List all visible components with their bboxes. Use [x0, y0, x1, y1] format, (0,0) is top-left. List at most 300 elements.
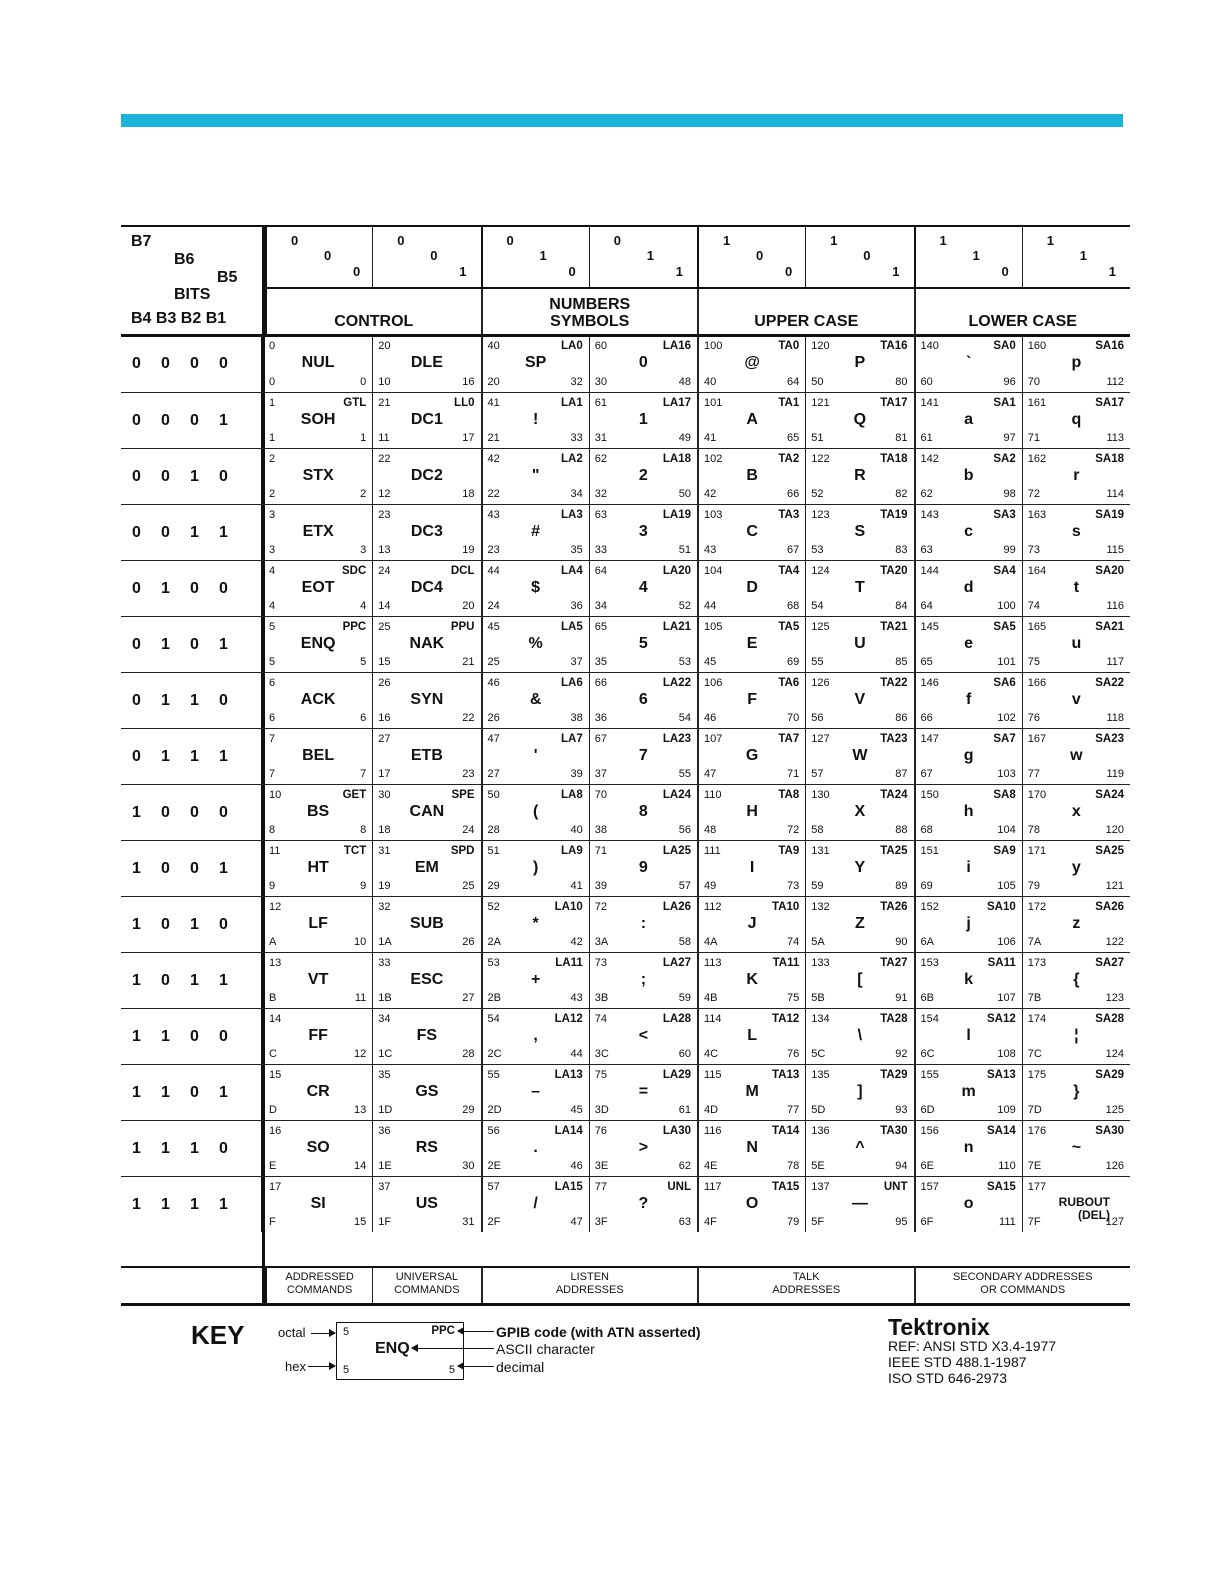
decimal-value: 116: [1106, 600, 1124, 612]
decimal-value: 126: [1105, 1160, 1124, 1172]
octal-value: 147: [920, 733, 939, 745]
decimal-value: 9: [360, 880, 367, 892]
octal-value: 2: [269, 453, 276, 465]
bit-value: 0: [1001, 264, 1009, 279]
hex-value: A: [269, 936, 277, 948]
decimal-value: 34: [570, 488, 583, 500]
octal-value: 74: [594, 1013, 607, 1025]
code-cell: [805, 953, 913, 1008]
hex-value: 4B: [704, 992, 718, 1004]
code-cell: [264, 561, 372, 616]
octal-value: 66: [594, 677, 607, 689]
gpib-code: TA3: [778, 509, 800, 521]
octal-value: 173: [1027, 957, 1047, 969]
hex-value: 69: [920, 880, 933, 892]
ascii-char: HT: [307, 859, 329, 876]
code-cell: [805, 561, 913, 616]
ascii-char: [: [857, 971, 863, 988]
gpib-code: TA7: [778, 733, 800, 745]
code-cell: [264, 897, 372, 952]
hex-value: 42: [704, 488, 717, 500]
code-cell: [589, 841, 697, 896]
hex-value: 32: [594, 488, 607, 500]
ascii-char: f: [965, 691, 972, 708]
hex-value: 13: [378, 544, 391, 556]
decimal-value: 110: [998, 1160, 1016, 1172]
code-cell: [914, 561, 1022, 616]
gpib-code: SA7: [993, 733, 1016, 745]
gpib-code: LA8: [561, 789, 583, 801]
code-cell: [372, 449, 480, 504]
key-hex-label: hex: [285, 1359, 306, 1374]
gpib-code: TA26: [880, 901, 908, 913]
gpib-code: SPD: [450, 845, 475, 857]
hex-value: 39: [594, 880, 607, 892]
decimal-value: 98: [1003, 488, 1016, 500]
code-cell: [914, 841, 1022, 896]
gpib-code: LA18: [662, 453, 691, 465]
row-bit: 1: [190, 691, 199, 709]
code-cell: [589, 1121, 697, 1176]
decimal-value: 45: [570, 1104, 583, 1116]
row-bit: 0: [132, 579, 141, 597]
ascii-char: SYN: [410, 691, 444, 708]
code-cell: [589, 953, 697, 1008]
gpib-code: LA28: [662, 1013, 691, 1025]
gpib-code: UNL: [667, 1181, 691, 1193]
decimal-value: 13: [354, 1104, 367, 1116]
hex-value: 29: [487, 880, 500, 892]
octal-value: 13: [269, 957, 282, 969]
ascii-char: a: [964, 411, 974, 428]
code-cell: [481, 336, 589, 392]
octal-value: 101: [704, 397, 723, 409]
code-cell: [264, 1177, 372, 1232]
decimal-value: 82: [895, 488, 908, 500]
octal-value: 107: [704, 733, 723, 745]
hex-value: 31: [594, 432, 607, 444]
ascii-char: c: [964, 523, 974, 540]
code-cell: [805, 1177, 913, 1232]
gpib-code: SA2: [993, 453, 1016, 465]
code-cell: [264, 505, 372, 560]
gpib-code: LA20: [662, 565, 691, 577]
column-bits: [264, 226, 372, 288]
code-cell: [805, 841, 913, 896]
b6-label: B6: [174, 251, 195, 268]
code-cell: [481, 617, 589, 672]
gpib-code: LA30: [662, 1125, 691, 1137]
table-row: [121, 616, 1130, 672]
code-cell: [1022, 336, 1130, 392]
gpib-code: SA18: [1095, 453, 1124, 465]
hex-value: 28: [487, 824, 500, 836]
hex-value: 9: [269, 880, 276, 892]
code-cell: [697, 505, 805, 560]
decimal-value: 105: [997, 880, 1016, 892]
bit-value: 1: [646, 248, 654, 263]
ascii-char: ~: [1071, 1139, 1082, 1156]
octal-value: 37: [378, 1181, 391, 1193]
ascii-char: <: [638, 1027, 649, 1044]
ascii-char: ESC: [410, 971, 444, 988]
hex-value: 11: [378, 432, 390, 444]
legend-gpib: GPIB code (with ATN asserted): [496, 1324, 701, 1340]
row-bit: 1: [161, 1027, 170, 1045]
gpib-code: TA14: [771, 1125, 800, 1137]
row-bit: 1: [161, 747, 170, 765]
ascii-char: V: [854, 691, 866, 708]
ascii-char: S: [854, 523, 866, 540]
decimal-value: 21: [462, 656, 475, 668]
code-cell: [697, 1065, 805, 1120]
code-cell: [372, 673, 480, 728]
ascii-char: x: [1071, 803, 1081, 820]
column-bits: [589, 226, 697, 288]
hex-value: 75: [1027, 656, 1040, 668]
gpib-code: SA14: [986, 1125, 1016, 1137]
gpib-code: SA29: [1095, 1069, 1124, 1081]
code-cell: [481, 1121, 589, 1176]
hex-value: 1D: [378, 1104, 393, 1116]
ascii-char: —: [851, 1195, 868, 1212]
decimal-value: 92: [895, 1048, 908, 1060]
footer-label: UNIVERSAL COMMANDS: [372, 1267, 480, 1303]
hex-value: 7E: [1027, 1160, 1042, 1172]
code-cell: [805, 1121, 913, 1176]
gpib-code: SA19: [1095, 509, 1124, 521]
table-row: [121, 1176, 1130, 1232]
bit-value: 1: [539, 248, 547, 263]
code-cell: [372, 1177, 480, 1232]
row-bits: [121, 449, 264, 504]
ascii-char: ": [531, 467, 540, 484]
octal-value: 152: [920, 901, 939, 913]
hex-value: 2A: [487, 936, 501, 948]
ascii-char: SO: [306, 1139, 330, 1156]
octal-value: 10: [269, 789, 282, 801]
gpib-code: LA27: [662, 957, 691, 969]
ascii-char: 9: [638, 859, 648, 876]
decimal-value: 54: [678, 712, 691, 724]
gpib-code: LA19: [662, 509, 691, 521]
code-cell: [372, 1121, 480, 1176]
ref-line: REF: ANSI STD X3.4-1977: [888, 1338, 1057, 1354]
code-cell: [372, 897, 480, 952]
code-cell: [914, 785, 1022, 840]
octal-value: 103: [704, 509, 723, 521]
hex-value: 53: [811, 544, 824, 556]
hex-value: 73: [1027, 544, 1040, 556]
gpib-code: SA24: [1095, 789, 1124, 801]
octal-value: 35: [378, 1069, 391, 1081]
hex-value: 4D: [704, 1104, 719, 1116]
row-bit: 1: [190, 1139, 199, 1157]
decimal-value: 16: [462, 376, 475, 388]
bit-value: 1: [939, 233, 947, 248]
code-cell: [589, 897, 697, 952]
ascii-char: 2: [638, 467, 648, 484]
row-bit: 1: [219, 411, 228, 429]
row-bit: 1: [161, 1139, 170, 1157]
gpib-code: TA13: [771, 1069, 800, 1081]
hex-value: 3F: [594, 1216, 608, 1228]
octal-value: 54: [487, 1013, 500, 1025]
row-bit: 0: [219, 1139, 228, 1157]
gpib-code: TA28: [880, 1013, 908, 1025]
gpib-code: SA27: [1095, 957, 1124, 969]
hex-value: 78: [1027, 824, 1040, 836]
octal-value: 55: [487, 1069, 500, 1081]
row-bit: 0: [219, 467, 228, 485]
hex-value: 4E: [704, 1160, 718, 1172]
decimal-value: 86: [895, 712, 908, 724]
decimal-value: 122: [1105, 936, 1124, 948]
code-cell: [589, 561, 697, 616]
row-bit: 1: [132, 803, 141, 821]
hex-value: 7B: [1027, 992, 1042, 1004]
row-bits: [121, 1009, 264, 1064]
octal-value: 157: [920, 1181, 939, 1193]
octal-value: 41: [487, 397, 500, 409]
hex-value: 5F: [811, 1216, 825, 1228]
ascii-char: `: [965, 354, 972, 371]
gpib-code: SA21: [1095, 621, 1124, 633]
decimal-value: 23: [462, 768, 475, 780]
code-cell: [372, 841, 480, 896]
row-bit: 0: [132, 467, 141, 485]
code-cell: [1022, 1065, 1130, 1120]
gpib-code: SA16: [1095, 340, 1124, 352]
octal-value: 155: [920, 1069, 939, 1081]
ascii-char: ?: [638, 1195, 649, 1212]
bit-value: 0: [863, 248, 871, 263]
row-bit: 0: [161, 971, 170, 989]
ascii-table: [121, 336, 1130, 1232]
code-cell: [372, 561, 480, 616]
bit-value: 0: [353, 264, 361, 279]
code-cell: [264, 1009, 372, 1064]
decimal-value: 120: [1105, 824, 1124, 836]
key-box-octal: 5: [343, 1326, 350, 1338]
gpib-code: TCT: [343, 845, 367, 857]
row-bits: [121, 505, 264, 560]
table-row: [121, 728, 1130, 784]
row-bit: 1: [190, 1195, 199, 1213]
dec-arrow: [458, 1366, 494, 1367]
decimal-value: 118: [1106, 712, 1124, 724]
decimal-value: 12: [354, 1048, 367, 1060]
gpib-code: TA1: [778, 397, 800, 409]
ascii-char: CAN: [409, 803, 445, 820]
gpib-code: SA1: [993, 397, 1016, 409]
octal-value: 53: [487, 957, 500, 969]
decimal-value: 109: [997, 1104, 1016, 1116]
ascii-char: t: [1073, 579, 1080, 596]
hex-value: 15: [378, 656, 391, 668]
gpib-code: SA11: [987, 957, 1016, 969]
footer-label: SECONDARY ADDRESSES OR COMMANDS: [914, 1267, 1131, 1303]
decimal-value: 88: [895, 824, 908, 836]
row-bit: 0: [132, 355, 141, 372]
octal-value: 164: [1027, 565, 1047, 577]
bit-value: 1: [723, 233, 731, 248]
decimal-value: 115: [1106, 544, 1124, 556]
row-bits: [121, 673, 264, 728]
hex-value: 74: [1027, 600, 1040, 612]
decimal-value: 19: [462, 544, 475, 556]
hex-value: 5C: [811, 1048, 826, 1060]
ascii-char: :: [640, 915, 647, 932]
hex-value: 10: [378, 376, 391, 388]
code-cell: [1022, 1009, 1130, 1064]
octal-value: 60: [594, 340, 607, 352]
gpib-code: LA22: [662, 677, 691, 689]
octal-value: 113: [704, 957, 722, 969]
octal-value: 123: [811, 509, 830, 521]
decimal-value: 125: [1105, 1104, 1124, 1116]
ascii-char: ETB: [410, 747, 443, 764]
octal-value: 31: [378, 845, 391, 857]
hex-value: 59: [811, 880, 824, 892]
table-row: [121, 560, 1130, 616]
octal-value: 0: [269, 340, 276, 352]
gpib-code: TA0: [778, 340, 800, 352]
octal-value: 166: [1027, 677, 1047, 689]
ascii-char: SOH: [300, 411, 336, 428]
bit-value: 0: [324, 248, 332, 263]
ascii-char: !: [532, 411, 539, 428]
ascii-char: ACK: [300, 691, 336, 708]
hex-value: 35: [594, 656, 607, 668]
decimal-value: 3: [360, 544, 367, 556]
code-cell: [697, 953, 805, 1008]
hex-value: F: [269, 1216, 276, 1228]
ascii-char: Y: [854, 859, 866, 876]
decimal-value: 26: [462, 936, 475, 948]
hex-value: 34: [594, 600, 607, 612]
octal-value: 63: [594, 509, 607, 521]
gpib-code: LA5: [561, 621, 583, 633]
hex-value: 36: [594, 712, 607, 724]
ascii-char: X: [854, 803, 866, 820]
decimal-value: 57: [678, 880, 691, 892]
decimal-value: 60: [678, 1048, 691, 1060]
row-bit: 1: [132, 1083, 141, 1101]
octal-value: 106: [704, 677, 723, 689]
decimal-value: 96: [1003, 376, 1016, 388]
code-cell: [589, 1177, 697, 1232]
gpib-code: GET: [342, 789, 367, 801]
gpib-code: SA20: [1095, 565, 1124, 577]
gpib-code: LA2: [561, 453, 583, 465]
code-cell: [589, 729, 697, 784]
octal-value: 42: [487, 453, 500, 465]
table-row: [121, 392, 1130, 448]
ascii-char: SUB: [409, 915, 444, 932]
row-bit: 1: [219, 1083, 228, 1101]
decimal-value: 28: [462, 1048, 475, 1060]
ascii-char: N: [746, 1139, 758, 1156]
decimal-value: 11: [354, 992, 367, 1004]
decimal-value: 103: [997, 768, 1016, 780]
gpib-code: TA21: [880, 621, 908, 633]
gpib-code: LA29: [662, 1069, 691, 1081]
decimal-value: 97: [1003, 432, 1016, 444]
code-cell: [914, 729, 1022, 784]
bit-value: 1: [972, 248, 980, 263]
code-cell: [372, 393, 480, 448]
code-cell: [697, 897, 805, 952]
decimal-value: 65: [787, 432, 800, 444]
hex-value: 60: [920, 376, 933, 388]
hex-value: 1B: [378, 992, 392, 1004]
gpib-code: SA28: [1095, 1013, 1124, 1025]
row-bit: 0: [219, 915, 228, 933]
octal-value: 4: [269, 565, 276, 577]
octal-value: 27: [378, 733, 391, 745]
hex-value: 7F: [1027, 1216, 1041, 1228]
decimal-value: 15: [354, 1216, 367, 1228]
gpib-code: LA9: [561, 845, 583, 857]
row-bits: [121, 393, 264, 448]
octal-value: 72: [594, 901, 607, 913]
hex-value: 55: [811, 656, 824, 668]
ascii-char: 8: [638, 803, 648, 820]
column-bits-header: [264, 226, 1130, 288]
octal-value: 46: [487, 677, 500, 689]
code-cell: [914, 336, 1022, 392]
hex-value: 1A: [378, 936, 392, 948]
ascii-char: h: [963, 803, 974, 820]
row-bit: 0: [219, 691, 228, 709]
row-bit: 1: [219, 971, 228, 989]
decimal-value: 87: [895, 768, 908, 780]
hex-value: 38: [594, 824, 607, 836]
code-cell: [481, 393, 589, 448]
decimal-value: 40: [570, 824, 583, 836]
hex-value: 4F: [704, 1216, 717, 1228]
decimal-value: 99: [1003, 544, 1016, 556]
ascii-char: ]: [857, 1083, 863, 1100]
ascii-char: ENQ: [300, 635, 336, 652]
gpib-code: LA11: [555, 957, 583, 969]
ascii-char: *: [532, 915, 539, 932]
gpib-code: TA16: [880, 340, 908, 352]
ascii-char: L: [747, 1027, 758, 1044]
octal-value: 62: [594, 453, 607, 465]
gpib-code: TA19: [880, 509, 908, 521]
octal-value: 160: [1027, 340, 1047, 352]
table-row: [121, 504, 1130, 560]
row-bit: 0: [161, 411, 170, 429]
hex-value: 67: [920, 768, 933, 780]
gpib-code: TA2: [778, 453, 800, 465]
ascii-char: 5: [638, 635, 648, 652]
row-bit: 1: [219, 747, 228, 765]
octal-value: 130: [811, 789, 830, 801]
code-cell: [805, 729, 913, 784]
decimal-value: 22: [462, 712, 475, 724]
ascii-char: w: [1070, 747, 1083, 764]
hex-value: 49: [704, 880, 717, 892]
gpib-code: LA13: [554, 1069, 583, 1081]
code-cell: [914, 505, 1022, 560]
hex-value: 41: [704, 432, 717, 444]
ascii-char: I: [749, 859, 755, 876]
table-row: [121, 952, 1130, 1008]
row-bit: 1: [132, 971, 141, 989]
